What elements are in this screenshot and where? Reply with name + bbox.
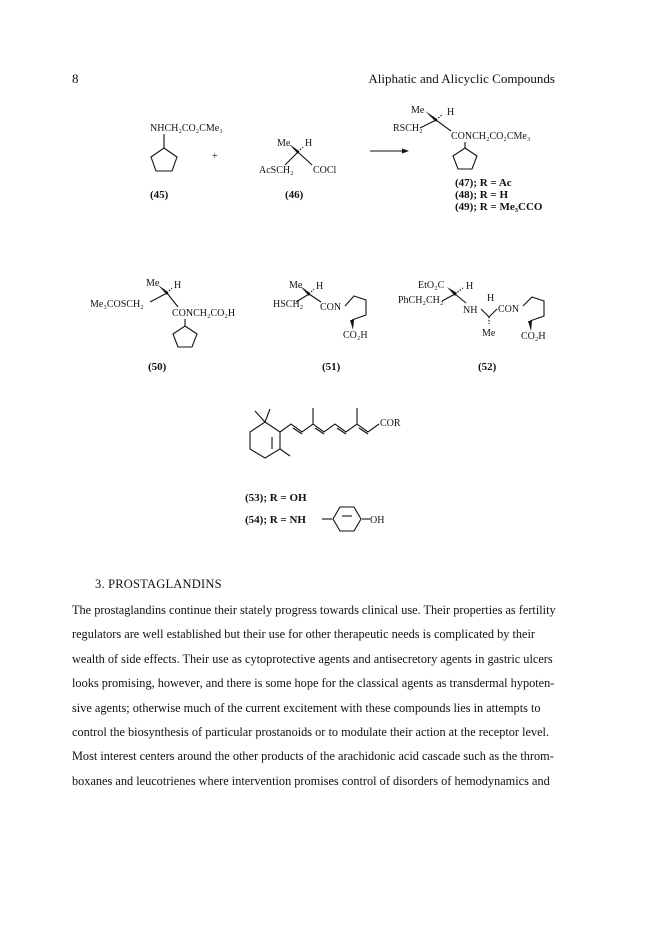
- compound-54-label: (54); R = NH: [245, 514, 306, 526]
- compound-50-right: CONCH₂CO₂H: [172, 308, 236, 319]
- running-title: Aliphatic and Alicyclic Compounds: [368, 71, 555, 86]
- compound-52-me: Me: [482, 328, 496, 339]
- compound-51-bond-right: [309, 294, 321, 302]
- compound-52-ester: EtO₂C: [418, 280, 445, 291]
- cyclopentane-ring: [151, 148, 177, 171]
- compound-51-left: HSCH₂: [273, 299, 304, 310]
- compound-47-me: Me: [411, 105, 425, 116]
- compound-46-h: H: [305, 138, 313, 149]
- cyclohexene-ring: [250, 422, 280, 458]
- compound-50-left: Me₃COSCH₂: [90, 299, 144, 310]
- body-paragraph: [72, 601, 572, 796]
- compound-52-h1: H: [466, 281, 474, 292]
- section-heading: 3. PROSTAGLANDINS: [95, 577, 222, 591]
- body-line: regulators are well established but their use for other therapeutic needs is complicated by their: [72, 627, 536, 642]
- body-line: The prostaglandins continue their stately progress towards clinical use. Their properties as fertility: [72, 603, 556, 617]
- pyrrolidine-ring: [345, 296, 366, 320]
- compound-53-54: [245, 408, 401, 531]
- compound-52-con: CON: [498, 304, 520, 315]
- compound-45-substituent: NHCH₂CO₂CMe₃: [150, 123, 223, 134]
- pyrrolidine-ring: [523, 297, 544, 321]
- compound-46: [259, 138, 337, 201]
- compound-46-left: AcSCH₂: [259, 165, 294, 176]
- body-line: control the biosynthesis of particular prostanoids or to modulate their action at the receptor level.: [72, 724, 550, 739]
- compound-50-bond-left: [150, 293, 167, 302]
- body-line: sive agents; otherwise much of the current excitement with these compounds lies in attempts to: [72, 700, 541, 715]
- arrowhead: [402, 149, 409, 154]
- retinoid-group: COR: [380, 418, 401, 429]
- compound-52: [398, 280, 546, 373]
- compound-51-acid: CO₂H: [343, 330, 368, 341]
- compound-47-bond-right: [436, 120, 451, 131]
- compound-50: [90, 278, 235, 373]
- stereo-hash: [167, 288, 172, 293]
- compound-47-label: (47); R = Ac: [455, 177, 512, 189]
- compound-51: [273, 280, 368, 373]
- compound-51-label: (51): [322, 361, 341, 373]
- compound-53-label: (53); R = OH: [245, 492, 307, 504]
- compound-46-label: (46): [285, 189, 304, 201]
- compound-47-49: [393, 105, 543, 213]
- cyclopentane-ring: [173, 326, 197, 347]
- compound-52-bond-right: [455, 294, 466, 303]
- compound-48-label: (48); R = H: [455, 189, 509, 201]
- body-line: looks promising, however, and there is some hope for the classical agents as transdermal hypoten-: [72, 676, 555, 691]
- reaction-arrow: [370, 149, 409, 154]
- compound-52-h2: H: [487, 293, 495, 304]
- stereo-hash: [455, 288, 463, 294]
- compound-50-h: H: [174, 280, 182, 291]
- compound-52-label: (52): [478, 361, 497, 373]
- compound-49-label: (49); R = Me₃CCO: [455, 201, 543, 213]
- compound-46-me: Me: [277, 138, 291, 149]
- compound-47-left: RSCH₂: [393, 123, 423, 134]
- hydroxyl: OH: [370, 515, 385, 526]
- compound-46-bond-right: [298, 152, 312, 165]
- compound-52-nh: NH: [463, 305, 478, 316]
- stereo-hash: [436, 114, 443, 120]
- stereo-wedge: [350, 320, 354, 330]
- compound-52-acid: CO₂H: [521, 331, 546, 342]
- stereo-hash: [298, 147, 303, 152]
- gem-methyl: [255, 411, 265, 422]
- compound-46-right: COCl: [313, 165, 337, 176]
- gem-methyl: [265, 409, 270, 422]
- benzene-ring: [333, 507, 361, 531]
- compound-50-me: Me: [146, 278, 160, 289]
- stereo-hash: [309, 289, 314, 294]
- plus-sign: +: [212, 151, 218, 162]
- compound-52-bond: [489, 309, 497, 317]
- compound-52-left: PhCH₂CH₂: [398, 295, 444, 306]
- compound-47-h: H: [447, 107, 455, 118]
- ring-methyl: [280, 449, 290, 456]
- compound-52-bond: [481, 309, 489, 317]
- stereo-wedge: [528, 321, 532, 331]
- body-line: wealth of side effects. Their use as cytoprotective agents and antisecretory agents in gastric ulcers: [72, 651, 553, 666]
- compound-45: [150, 123, 223, 201]
- compound-50-bond-right: [167, 293, 178, 307]
- compound-51-me: Me: [289, 280, 303, 291]
- page-number: 8: [72, 71, 79, 86]
- body-line: boxanes and leucotrienes where intervention promises control of disorders of hemodynamics and: [72, 773, 550, 788]
- compound-47-right: CONCH₂CO₂CMe₃: [451, 131, 531, 142]
- compound-52-bond-left: [442, 294, 455, 301]
- compound-51-right: CON: [320, 302, 342, 313]
- compound-46-bond-left: [285, 152, 298, 165]
- body-line: Most interest centers around the other products of the arachidonic acid cascade such as the throm-: [72, 749, 554, 764]
- cyclopentane-ring: [453, 148, 477, 169]
- compound-50-label: (50): [148, 361, 167, 373]
- compound-45-label: (45): [150, 189, 169, 201]
- compound-51-h: H: [316, 281, 324, 292]
